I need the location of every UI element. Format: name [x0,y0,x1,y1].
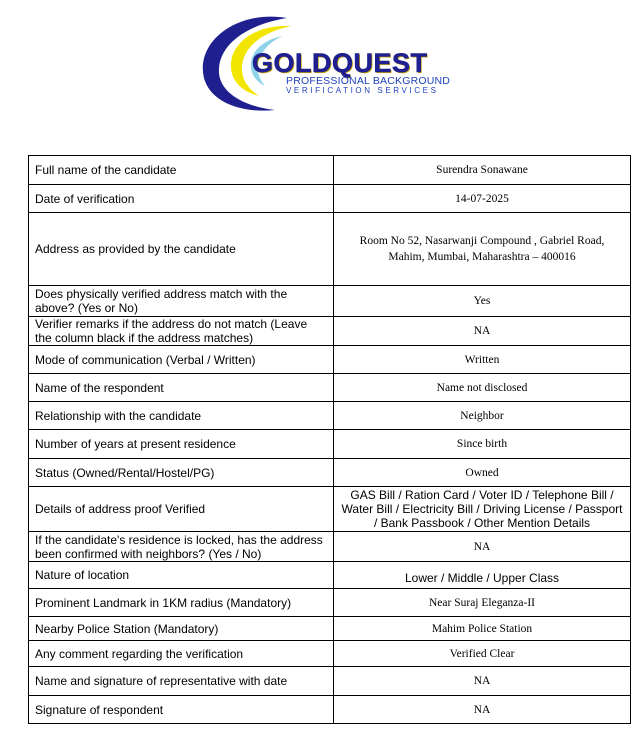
row-value: Room No 52, Nasarwanji Compound , Gabriel Road, Mahim, Mumbai, Maharashtra – 400016 [334,213,631,286]
table-row [29,286,631,317]
table-row [29,459,631,487]
row-label: Signature of respondent [29,696,334,724]
table-row [29,667,631,696]
row-label: Relationship with the candidate [29,402,334,430]
brand-tagline-1: PROFESSIONAL BACKGROUND [286,75,451,87]
row-value: Surendra Sonawane [334,156,631,185]
row-value: Name not disclosed [334,374,631,402]
table-row [29,430,631,459]
row-label: Details of address proof Verified [29,487,334,532]
row-value: Mahim Police Station [334,617,631,641]
row-label: Number of years at present residence [29,430,334,459]
table-row [29,487,631,532]
row-value: Since birth [334,430,631,459]
table-row [29,589,631,617]
row-label: Nature of location [29,562,334,589]
row-value: Neighbor [334,402,631,430]
row-label: Does physically verified address match with the above? (Yes or No) [29,286,334,317]
row-label: Any comment regarding the verification [29,641,334,667]
table-row [29,641,631,667]
brand-tagline-2: VERIFICATION SERVICES [286,86,439,95]
table-row [29,374,631,402]
row-label: If the candidate's residence is locked, has the address been confirmed with neighbors? (Yes / No) [29,532,334,562]
company-logo [0,0,642,150]
verification-table [28,155,631,724]
brand-name: GOLDQUEST [252,48,428,78]
row-label: Date of verification [29,185,334,213]
row-label: Verifier remarks if the address do not match (Leave the column black if the address matches) [29,317,334,346]
table-row [29,213,631,286]
table-row [29,532,631,562]
row-label: Address as provided by the candidate [29,213,334,286]
row-label: Name and signature of representative with date [29,667,334,696]
row-value: NA [334,317,631,346]
table-row [29,562,631,589]
row-value: NA [334,667,631,696]
row-value: 14-07-2025 [334,185,631,213]
row-label: Full name of the candidate [29,156,334,185]
row-label: Prominent Landmark in 1KM radius (Mandatory) [29,589,334,617]
row-label: Status (Owned/Rental/Hostel/PG) [29,459,334,487]
row-label: Name of the respondent [29,374,334,402]
table-row [29,346,631,374]
table-row [29,156,631,185]
row-label: Mode of communication (Verbal / Written) [29,346,334,374]
row-value: Owned [334,459,631,487]
table-row [29,617,631,641]
row-value: NA [334,696,631,724]
row-label: Nearby Police Station (Mandatory) [29,617,334,641]
row-value: Yes [334,286,631,317]
table-row [29,402,631,430]
row-value: Verified Clear [334,641,631,667]
row-value: NA [334,532,631,562]
row-value: Written [334,346,631,374]
table-row [29,185,631,213]
table-row [29,317,631,346]
row-value: GAS Bill / Ration Card / Voter ID / Telephone Bill / Water Bill / Electricity Bill / Driving License / Passport / Bank Passbook / Other Mention Details [334,487,631,532]
row-value: Lower / Middle / Upper Class [334,562,631,589]
row-value: Near Suraj Eleganza-II [334,589,631,617]
table-row [29,696,631,724]
